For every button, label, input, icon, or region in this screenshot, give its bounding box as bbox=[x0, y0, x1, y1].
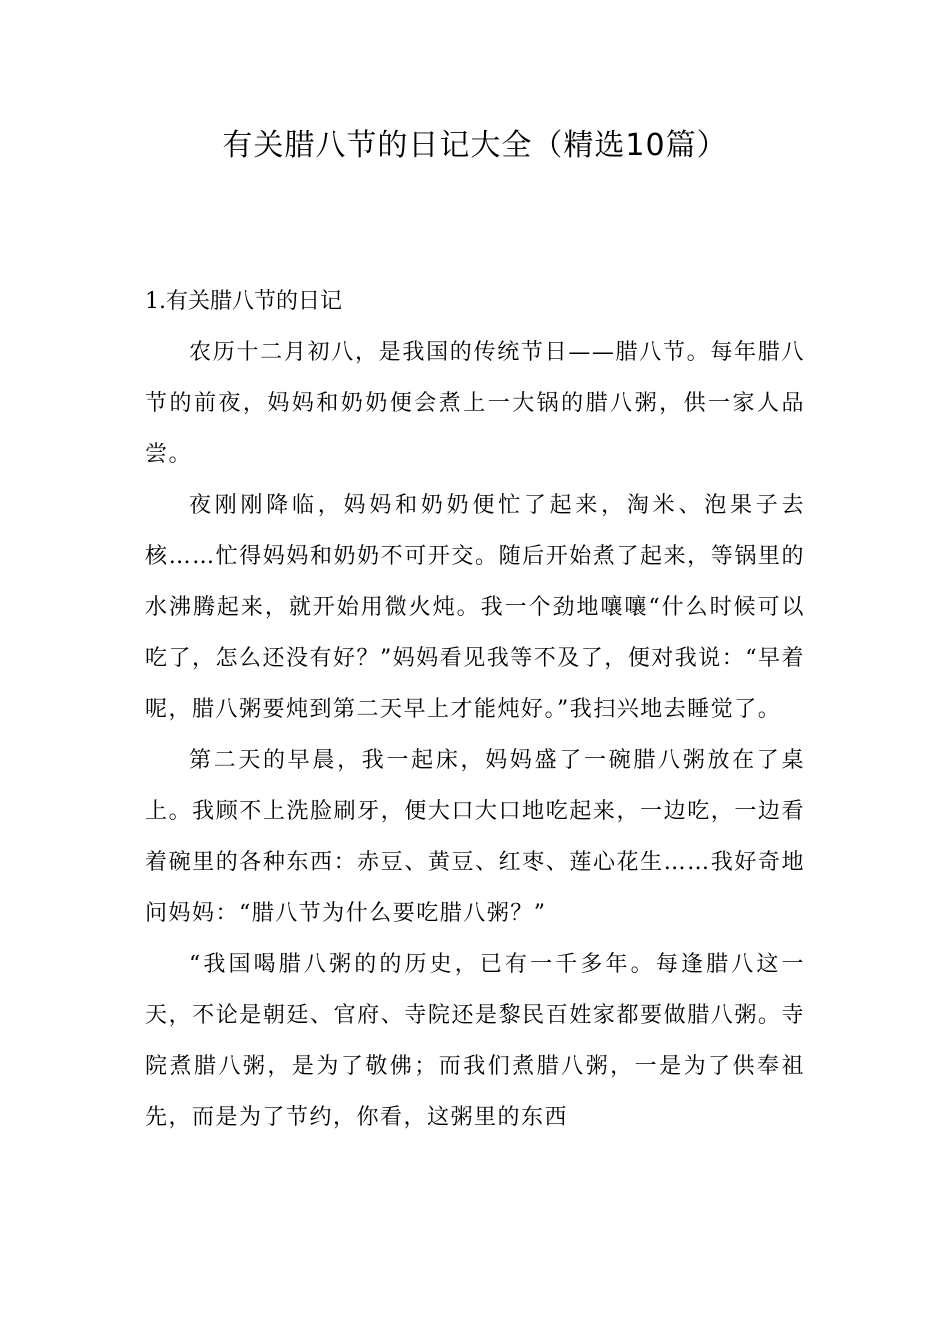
paragraph-3: 第二天的早晨，我一起床，妈妈盛了一碗腊八粥放在了桌上。我顾不上洗脸刷牙，便大口大口地吃起来，一边吃，一边看着碗里的各种东西：赤豆、黄豆、红枣、莲心花生……我好奇地问妈妈：“腊八节为什么要吃腊八粥？” bbox=[145, 748, 805, 926]
section-heading: 1.有关腊八节的日记 bbox=[145, 289, 342, 314]
paragraph-1: 农历十二月初八，是我国的传统节日——腊八节。每年腊八节的前夜，妈妈和奶奶便会煮上一大锅的腊八粥，供一家人品尝。 bbox=[145, 340, 805, 467]
paragraph-2: 夜刚刚降临，妈妈和奶奶便忙了起来，淘米、泡果子去核……忙得妈妈和奶奶不可开交。随后开始煮了起来，等锅里的水沸腾起来，就开始用微火炖。我一个劲地嚷嚷“什么时候可以吃了，怎么还没有好？”妈妈看见我等不及了，便对我说：“早着呢，腊八粥要炖到第二天早上才能炖好。”我扫兴地去睡觉了。 bbox=[145, 493, 805, 722]
document-body bbox=[145, 276, 805, 1143]
document-title: 有关腊八节的日记大全（精选10篇） bbox=[222, 128, 728, 163]
paragraph-4: “我国喝腊八粥的的历史，已有一千多年。每逢腊八这一天，不论是朝廷、官府、寺院还是黎民百姓家都要做腊八粥。寺院煮腊八粥，是为了敬佛；而我们煮腊八粥，一是为了供奉祖先，而是为了节约，你看，这粥里的东西 bbox=[145, 952, 805, 1130]
